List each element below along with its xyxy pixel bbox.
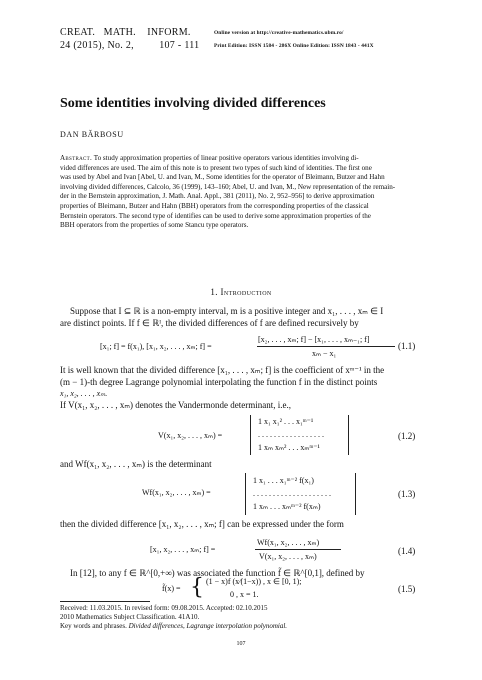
- fraction-bar: [257, 346, 395, 347]
- paragraph-line: (m − 1)-th degree Lagrange polynomial interpolating the function f in the distinct points: [60, 377, 378, 387]
- equation-1-4-denominator: V(x₁, x₂, . . . , xₘ): [259, 552, 317, 561]
- abstract-line: involving divided differences, Calcolo, 36 (1999), 143–160; Abel, U. and Ivan, M., New representation of the remain-: [60, 182, 396, 191]
- abstract-line: Bernstein operators. The second type of identifies can be used to derive some approximation properties of the: [60, 211, 371, 220]
- abstract-line: der in the Bernstein approximation, J. Math. Anal. Appl., 381 (2011), No. 2, 952–956] to derive approximation: [60, 192, 375, 201]
- section-heading: 1. Introduction: [210, 287, 272, 297]
- equation-1-2-lhs: V(x₁, x₂, . . . , xₘ) =: [158, 431, 223, 440]
- print-edition: Print Edition: ISSN 1584 - 286X Online Edition: ISSN 1843 - 441X: [214, 43, 374, 49]
- matrix-row: . . . . . . . . . . . . . . . . .: [258, 430, 324, 439]
- equation-1-1-lhs: [x₁; f] = f(x₁), [x₁, x₂, . . . , xₘ; f] =: [100, 342, 212, 351]
- paragraph-line: In [12], to any f ∈ ℝ^[0,+∞) was associated the function f̃ ∈ ℝ^[0,1], defined by: [70, 568, 365, 578]
- abstract: [60, 154, 422, 231]
- received-dates: Received: 11.03.2015. In revised form: 09.08.2015. Accepted: 02.10.2015: [60, 604, 268, 612]
- equation-1-4-lhs: [x₁, x₂, . . . , xₘ; f] =: [150, 545, 216, 554]
- determinant-bar: [348, 415, 349, 455]
- matrix-row: . . . . . . . . . . . . . . . . . . . .: [253, 489, 331, 498]
- equation-1-5-case: 0 , x = 1.: [230, 590, 259, 599]
- equation-1-3-lhs: Wf(x₁, x₂, . . . , xₘ) =: [142, 488, 211, 497]
- paper-title: Some identities involving divided differences: [60, 96, 326, 111]
- equation-number: (1.4): [398, 546, 416, 556]
- matrix-row: 1 xₘ . . . xₘᵐ⁻² f(xₘ): [253, 502, 321, 511]
- abstract-line: was used by Abel and Ivan [Abel, U. and Ivan, M., Some identities for the operator of Bleimann, Butzer and Hahn: [60, 173, 385, 182]
- matrix-row: 1 x₁ . . . x₁ᵐ⁻² f(x₁): [253, 476, 314, 485]
- determinant-bar: [245, 473, 246, 515]
- footnote-rule: [60, 601, 150, 602]
- equation-1-1-numerator: [x₂, . . . , xₘ; f] − [x₁, . . . , xₘ₋₁; f]: [258, 335, 370, 344]
- matrix-row: 1 x₁ x₁² . . . x₁ᵐ⁻¹: [258, 417, 314, 426]
- paragraph-line: and Wf(x₁, x₂, . . . , xₘ) is the determinant: [60, 459, 212, 469]
- abstract-line: vided differences are used. The aim of this note is to present two types of such kind of identities. The first one: [60, 163, 372, 172]
- equation-1-5-lhs: f̃(x) =: [162, 584, 181, 593]
- msc-classification: 2010 Mathematics Subject Classification. 41A10.: [60, 613, 200, 621]
- equation-number: (1.2): [398, 431, 416, 441]
- equation-number: (1.3): [398, 489, 416, 499]
- keywords-label: Key words and phrases.: [60, 622, 127, 630]
- abstract-line: properties of Bleimann, Butzer and Hahn (BBH) operators from the corresponding properties of the classical: [60, 201, 369, 210]
- abstract-label: Abstract.: [60, 154, 93, 162]
- keywords-text: Divided differences, Lagrange interpolation polynomial.: [128, 622, 288, 630]
- determinant-bar: [250, 415, 251, 455]
- equation-1-1-denominator: xₘ − x₁: [312, 349, 337, 358]
- paragraph-line: If V(x₁, x₂, . . . , xₘ) denotes the Vandermonde determinant, i.e.,: [60, 400, 291, 410]
- keywords: [60, 622, 287, 632]
- left-brace: {: [190, 575, 204, 600]
- abstract-line: To study approximation properties of linear positive operators various identities involving di-: [93, 154, 359, 162]
- equation-number: (1.5): [398, 584, 416, 594]
- author-name: DAN BĂRBOSU: [60, 130, 124, 139]
- determinant-bar: [355, 473, 356, 515]
- journal-name: CREAT. MATH. INFORM.: [60, 27, 191, 38]
- equation-number: (1.1): [398, 341, 416, 351]
- matrix-row: 1 xₘ xₘ² . . . xₘᵐ⁻¹: [258, 443, 320, 452]
- online-version: Online version at http://creative-mathematics.ubm.ro/: [214, 30, 344, 36]
- equation-1-4-numerator: Wf(x₁, x₂, . . . , xₘ): [257, 538, 320, 547]
- paragraph-line: Suppose that I ⊆ ℝ is a non-empty interval, m is a positive integer and x₁, . . . , xₘ ∈ I: [70, 306, 384, 316]
- fraction-bar: [255, 549, 341, 550]
- paragraph-line: then the divided difference [x₁, x₂, . . . , xₘ; f] can be expressed under the form: [60, 519, 344, 529]
- paragraph-line: are distinct points. If f ∈ ℝᴵ, the divided differences of f are defined recursively by: [60, 318, 359, 328]
- abstract-line: BBH operators from the properties of some Stancu type operators.: [60, 221, 249, 230]
- journal-volume: 24 (2015), No. 2, 107 - 111: [60, 40, 200, 51]
- paragraph-line: x₁, x₂, . . . , xₘ.: [60, 389, 108, 398]
- page-number: 107: [236, 641, 246, 647]
- equation-1-5-case: (1 − x)f (x⁄(1−x)) , x ∈ [0, 1);: [206, 577, 302, 586]
- paragraph-line: It is well known that the divided difference [x₁, . . . , xₘ; f] is the coefficient of xᵐ⁻¹ in the: [60, 365, 385, 375]
